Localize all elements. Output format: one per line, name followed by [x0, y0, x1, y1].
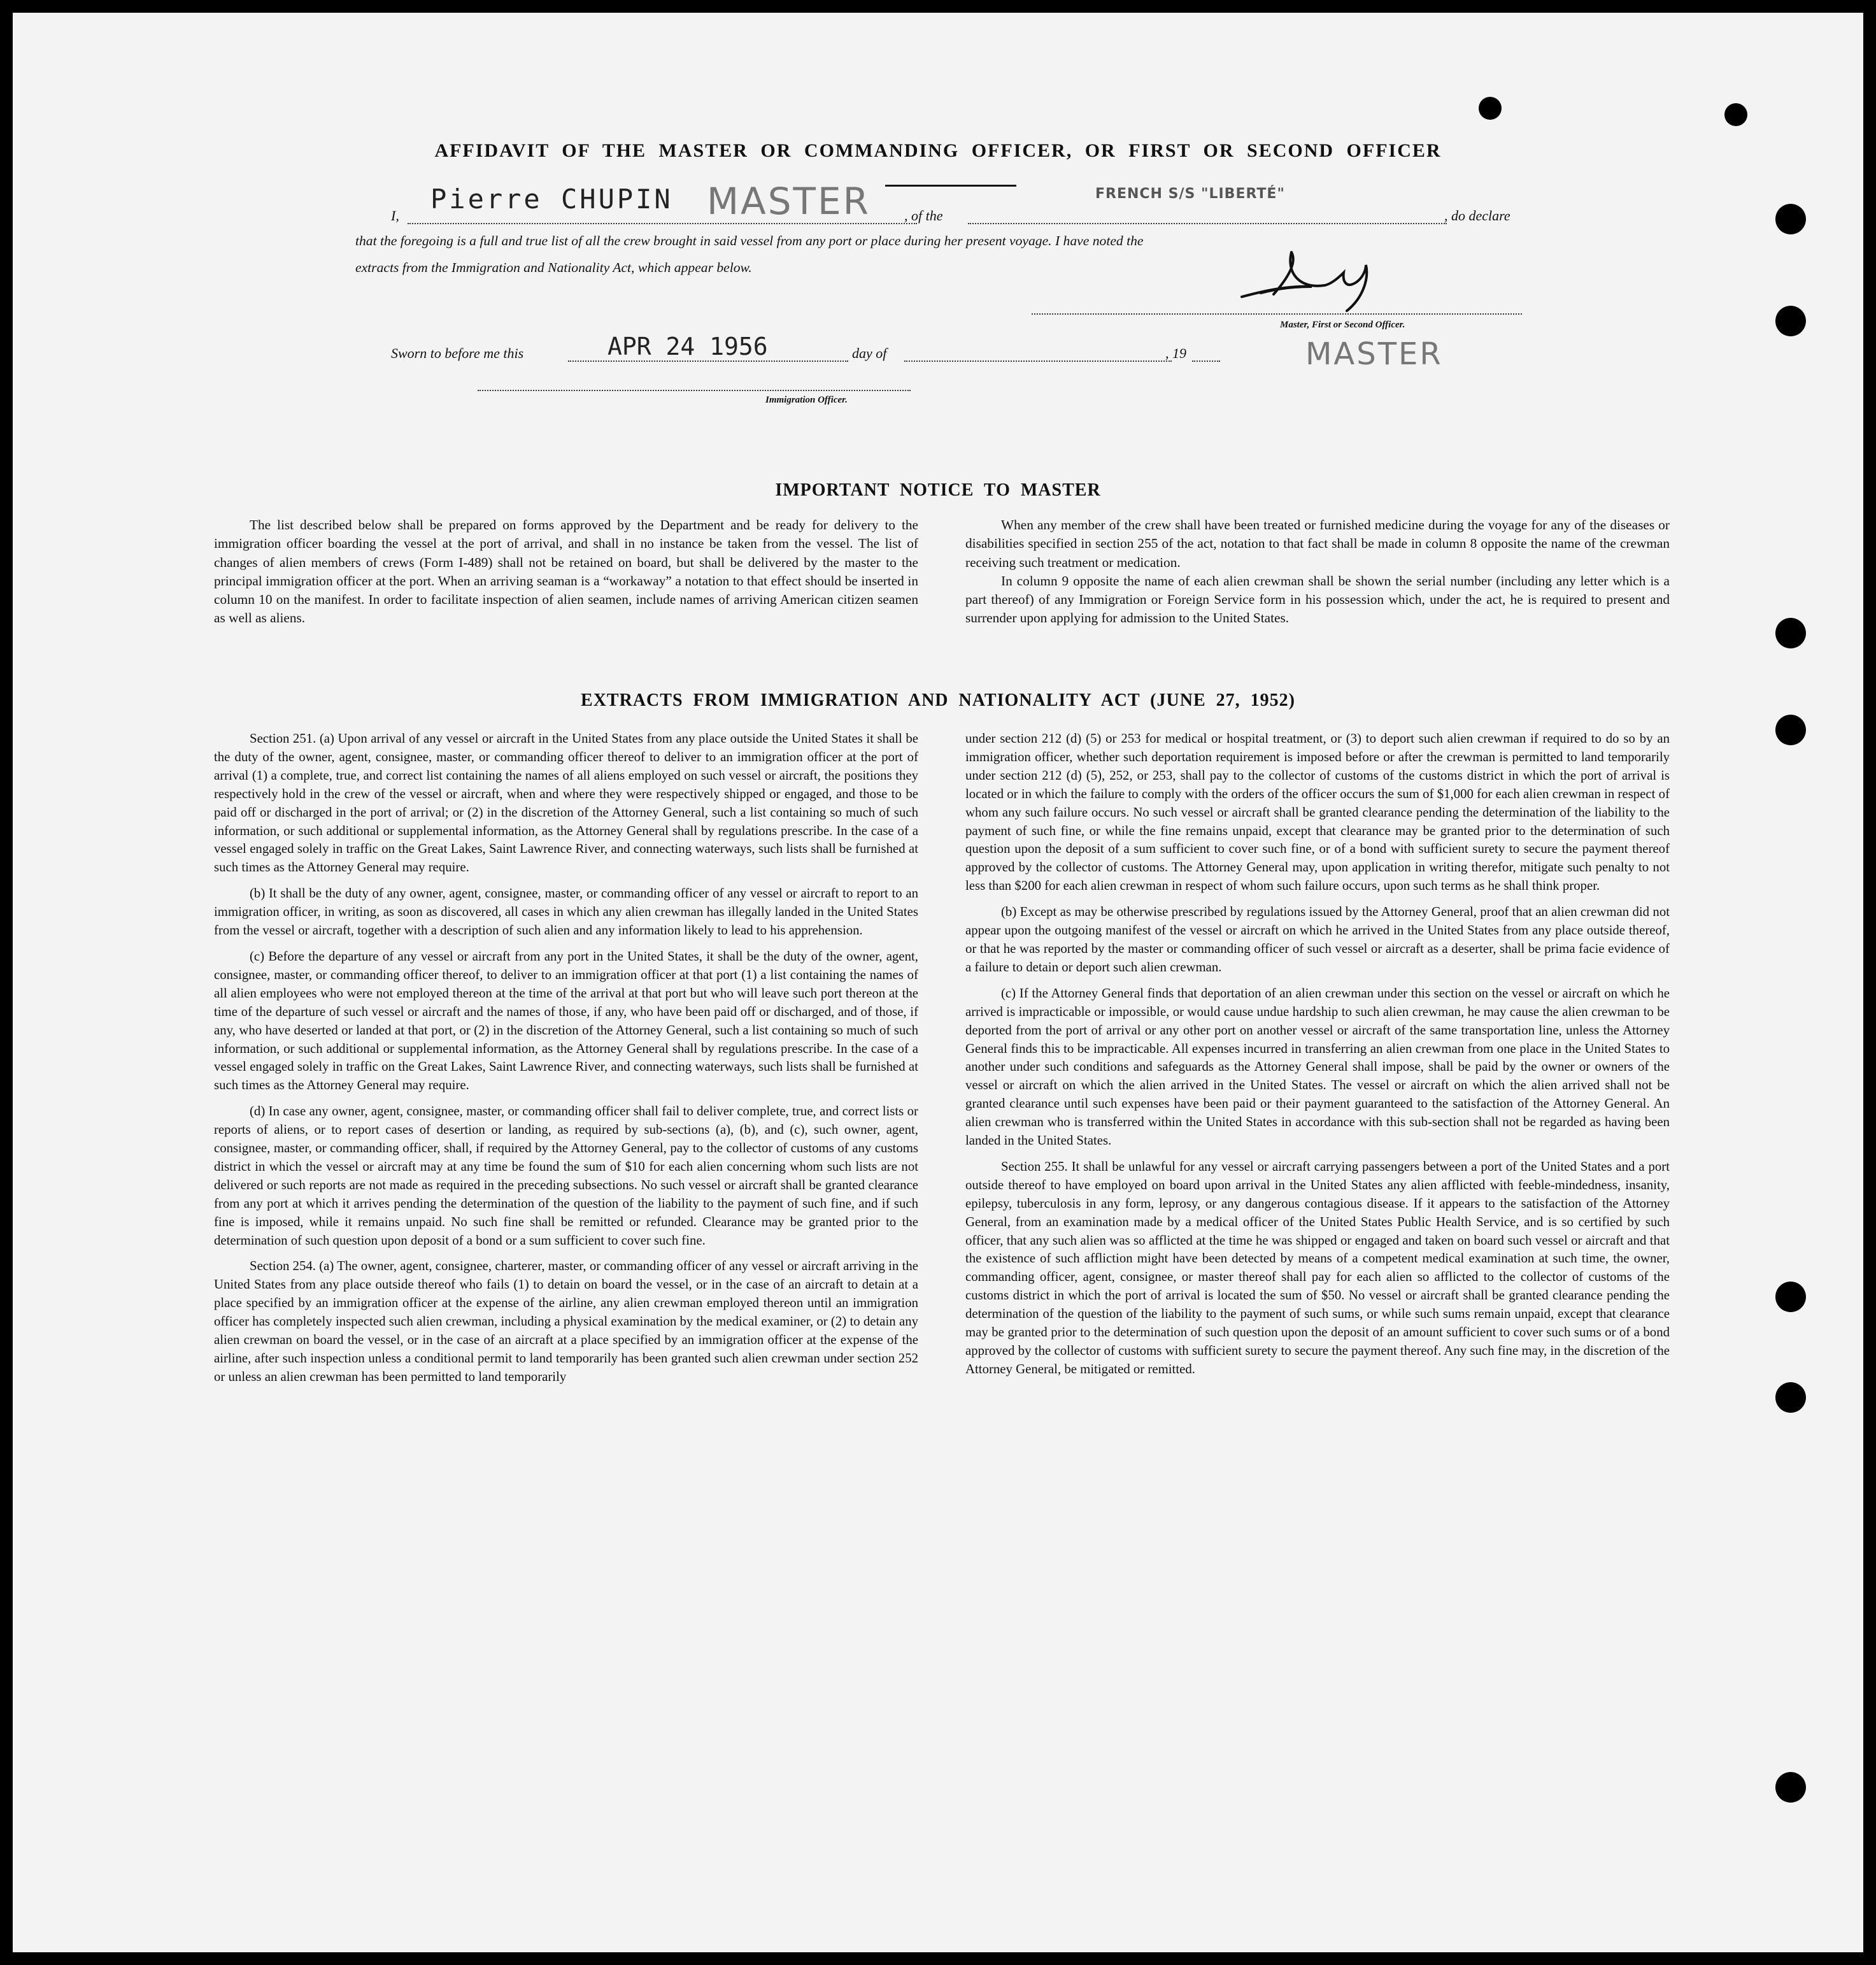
do-declare-label: , do declare [1444, 208, 1510, 224]
section-251-a: Section 251. (a) Upon arrival of any vessel or aircraft in the United States from any place outside the United States it shall be the duty of the owner, agent, consignee, master, or commanding officer thereof to deliver to an immigration officer at the port of arrival (1) a complete, true, and correct list containing the names of all aliens employed on such vessel or aircraft, the positions they respectively hold in the crew of the vessel or aircraft, when and where they were respectively shipped or engaged, and those to be paid off or discharged in the port of arrival; or (2) in the discretion of the Attorney General, such a list containing so much of such information, or such additional or supplemental information, as the Attorney General shall by regulations prescribe. In the case of a vessel engaged solely in traffic on the Great Lakes, Saint Lawrence River, and connecting waterways, such lists shall be furnished at such times as the Attorney General may require. [214, 731, 918, 875]
declaration-line-3: extracts from the Immigration and Nationality Act, which appear below. [355, 260, 752, 275]
master-name: Pierre CHUPIN [430, 183, 673, 215]
extracts-left-column [214, 730, 918, 1394]
binder-hole [1479, 97, 1502, 120]
section-254-c: (c) If the Attorney General finds that deportation of an alien crewman under this section on the vessel or aircraft on which he arrived is impracticable or impossible, or would cause undue hardship to such alien crewman, he may cause the alien crewman to be deported from the port of arrival or any other port on another vessel or aircraft of the same transportation line, unless the Attorney General finds this to be impracticable. All expenses incurred in transferring an alien crewman from one place in the United States to another under such conditions and safeguards as the Attorney General shall impose, shall be paid by the owner or owners of the vessel or aircraft on which the alien arrived in the United States. The vessel or aircraft on which the alien arrived shall not be granted clearance until such expenses have been paid or their payment guaranteed to the satisfaction of the Attorney General. An alien crewman who is transferred within the United States in accordance with this sub-section shall not be regarded as having been landed in the United States. [965, 985, 1670, 1148]
notice-left-paragraph: The list described below shall be prepared on forms approved by the Department and be ready for delivery to the immigration officer boarding the vessel at the port of arrival, and shall in no instance be taken from the vessel. The list of changes of alien members of crews (Form I-489) shall not be retained on board, but shall be delivered by the master to the principal immigration officer at the port. When an arriving seaman is a “workaway” a notation to that effect should be inserted in column 10 on the manifest. In order to facilitate inspection of alien seamen, include names of arriving American citizen seamen as well as aliens. [214, 517, 918, 626]
name-line [408, 223, 917, 224]
title-underline [885, 185, 1016, 187]
document-page [13, 13, 1863, 1952]
section-254-a-continued: under section 212 (d) (5) or 253 for medical or hospital treatment, or (3) to deport such alien crewman if required to do so by an immigration officer, whether such deportation requirement is imposed before or after the crewman is permitted to land temporarily under section 212 (d) (5), 252, or 253, shall pay to the collector of customs of the customs district in which the port of arrival is located or in which the failure to comply with the orders of the officer occurs the sum of $1,000 for each alien crewman in respect of whom any such failure occurs. No such vessel or aircraft shall be granted clearance pending the determination of the liability to the payment of such fine, or while the fine remains unpaid, except that clearance may be granted prior to the determination of such question upon the deposit of a sum sufficient to cover such fine, or of a bond with sufficient surety to secure the payment thereof approved by the collector of customs. The Attorney General may, upon application in writing therefor, mitigate such penalty to not less than $200 for each alien crewman in respect of whom such failure occurs, upon such terms as he shall think proper. [965, 731, 1670, 894]
signature-label: Master, First or Second Officer. [1280, 320, 1405, 330]
section-251-b: (b) It shall be the duty of any owner, agent, consignee, master, or commanding officer of any vessel or aircraft to report to an immigration officer, in writing, as soon as discovered, all cases in which any alien crewman has illegally landed in the United States from the vessel or aircraft, together with a description of such alien and any information likely to lead to his apprehension. [214, 886, 918, 938]
binder-hole [1775, 1772, 1806, 1803]
year-line [1192, 361, 1220, 362]
section-255: Section 255. It shall be unlawful for any vessel or aircraft carrying passengers between a port of the United States and a port outside thereof to have employed on board upon arrival in the United States any alien afflicted with feeble-mindedness, insanity, epilepsy, tuberculosis in any form, leprosy, or any dangerous contagious disease. If it appears to the satisfaction of the Attorney General, from an examination made by a medical officer of the United States Public Health Service, and is so certified by such officer, that any such alien was so afflicted at the time he was shipped or engaged and taken on board such vessel or aircraft and that the existence of such affliction might have been detected by means of a competent medical examination at such time, the owner, commanding officer, agent, consignee, or master thereof shall pay for each alien so afflicted to the collector of customs of the customs district in which the port of arrival is located the sum of $50. No vessel or aircraft shall be granted clearance pending the determination of the question of the liability to the payment of such sums, or while such sums remain unpaid, except that clearance may be granted prior to the determination of such question upon the deposit of an amount sufficient to cover such sums or of a bond approved by the collector of customs with sufficient surety to secure the payment thereof. Any such fine may, in the discretion of the Attorney General, be mitigated or remitted. [965, 1159, 1670, 1376]
vessel-stamp: FRENCH S/S "LIBERTÉ" [1095, 186, 1285, 202]
affidavit-title: AFFIDAVIT OF THE MASTER OR COMMANDING OFFICER, OR FIRST OR SECOND OFFICER [434, 140, 1442, 161]
signature-line [1032, 313, 1522, 315]
day-of-label: day of [852, 345, 887, 361]
of-the-label: , of the [904, 208, 943, 224]
binder-hole [1775, 715, 1806, 745]
immigration-officer-label: Immigration Officer. [765, 395, 848, 405]
declaration-prefix: I, [391, 208, 399, 224]
binder-hole [1775, 618, 1806, 648]
notice-title: IMPORTANT NOTICE TO MASTER [775, 480, 1101, 500]
rank-stamp: MASTER [707, 180, 870, 223]
binder-hole [1775, 306, 1806, 336]
vessel-line [968, 223, 1447, 224]
notice-right-column [965, 516, 1670, 628]
binder-hole [1775, 1382, 1806, 1413]
year-prefix: , 19 [1165, 345, 1186, 361]
section-254-a: Section 254. (a) The owner, agent, consignee, charterer, master, or commanding officer of any vessel or aircraft arriving in the United States from any place outside thereof who fails (1) to detain on board the vessel, or in the case of an aircraft to detain at a place specified by an immigration officer at the expense of the airline, any alien crewman employed thereon until an immigration officer has completely inspected such alien crewman, including a physical examination by the medical examiner, or (2) to detain any alien crewman on board the vessel, or in the case of an aircraft at a place specified by an immigration officer at the expense of the airline, after such inspection unless a conditional permit to land temporarily has been granted such alien crewman under section 252 or unless an alien crewman has been permitted to land temporarily [214, 1259, 918, 1384]
signature-stamp: MASTER [1305, 336, 1443, 372]
month-line [904, 361, 1172, 362]
notice-right-paragraph-1: When any member of the crew shall have been treated or furnished medicine during the voyage for any of the diseases or disabilities specified in section 255 of the act, notation to that fact shall be made in column 8 opposite the name of the crewman receiving such treatment or medication. [965, 517, 1670, 570]
notice-left-column [214, 516, 918, 628]
section-254-b: (b) Except as may be otherwise prescribed by regulations issued by the Attorney General, proof that an alien crewman did not appear upon the outgoing manifest of the vessel or aircraft on which he arrived in the United States from any place outside thereof, or that he was reported by the master or commanding officer of such vessel or aircraft as a deserter, shall be prima facie evidence of a failure to detain or deport such alien crewman. [965, 904, 1670, 975]
binder-hole [1775, 204, 1806, 234]
sworn-date-line [568, 361, 848, 362]
extracts-title: EXTRACTS FROM IMMIGRATION AND NATIONALITY ACT (JUNE 27, 1952) [581, 690, 1295, 710]
officer-signature-line [478, 390, 911, 391]
sworn-prefix: Sworn to before me this [391, 345, 524, 361]
binder-hole [1775, 1282, 1806, 1312]
sworn-date-stamp: APR 24 1956 [608, 332, 768, 361]
section-251-d: (d) In case any owner, agent, consignee, master, or commanding officer shall fail to deliver complete, true, and correct lists or reports of aliens, or to report cases of desertion or landing, as required by sub-sections (a), (b), and (c), such owner, agent, consignee, master, or commanding officer, shall, if required by the Attorney General, pay to the collector of customs of any customs district in which the vessel or aircraft may at any time be found the sum of $10 for each alien concerning whom such lists are not delivered or such reports are not made as required in the preceding subsections. No such vessel or aircraft shall be granted clearance from any port at which it arrives pending the determination of the question of the liability to the payment of such fine, and if such fine is imposed, while it remains unpaid. No such fine shall be remitted or refunded. Clearance may be granted prior to the determination of such question upon deposit of a bond or a sum sufficient to cover such fine. [214, 1104, 918, 1248]
extracts-right-column [965, 730, 1670, 1387]
section-251-c: (c) Before the departure of any vessel or aircraft from any port in the United States, it shall be the duty of the owner, agent, consignee, master, or commanding officer thereof, to deliver to an immigration officer at that port (1) a list containing the names of all alien employees who were not employed thereon at the time of the arrival at that port but who will leave such port thereon at the time of the departure of such vessel or aircraft and the names of those, if any, who have been paid off or discharged, and of those, if any, who have deserted or landed at that port, or (2) in the discretion of the Attorney General, such a list containing so much of such information, or such additional or supplemental information, as the Attorney General shall by regulations prescribe. In the case of a vessel engaged solely in traffic on the Great Lakes, Saint Lawrence River, and connecting waterways, such lists shall be furnished at such times as the Attorney General may require. [214, 948, 918, 1093]
declaration-line-2: that the foregoing is a full and true list of all the crew brought in said vessel from any port or place during her present voyage. I have noted the [355, 233, 1144, 248]
binder-hole [1724, 103, 1747, 126]
signature-mark [1235, 247, 1401, 317]
notice-right-paragraph-2: In column 9 opposite the name of each alien crewman shall be shown the serial number (including any letter which is a part thereof) of any Immigration or Foreign Service form in his possession which, under the act, he is required to present and surrender upon applying for admission to the United States. [965, 573, 1670, 626]
